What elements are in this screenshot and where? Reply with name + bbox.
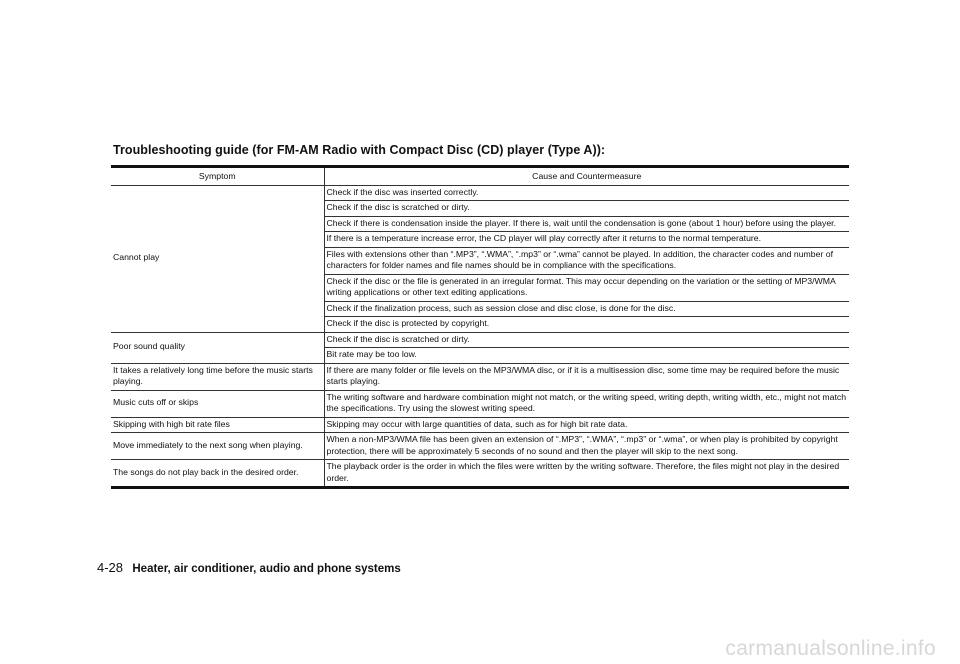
table-row: [111, 390, 849, 417]
symptom-cell: Move immediately to the next song when playing.: [111, 433, 324, 460]
page-footer: [97, 560, 401, 575]
cause-cell: Check if the disc is protected by copyright.: [324, 317, 849, 333]
table-row: [111, 185, 849, 201]
symptom-cell: Cannot play: [111, 185, 324, 332]
symptom-cell: The songs do not play back in the desired order.: [111, 460, 324, 487]
page-number: 4-28: [97, 560, 124, 575]
cause-cell: When a non-MP3/WMA file has been given an extension of “.MP3”, “.WMA”, “.mp3” or “.wma”, or when play is prohibited by copyright protection, there will be approximately 5 seconds of no sound and then the player will skip to the next song.: [324, 433, 849, 460]
cause-cell: Files with extensions other than “.MP3”, “.WMA”, “.mp3” or “.wma” cannot be played. In addition, the character codes and number of characters for folder names and file names should be in compliance with the specifications.: [324, 247, 849, 274]
cause-cell: Check if the disc is scratched or dirty.: [324, 201, 849, 217]
cause-cell: Check if the disc or the file is generated in an irregular format. This may occur depending on the variation or the setting of MP3/WMA writing applications or other text editing applications.: [324, 274, 849, 301]
cause-cell: The writing software and hardware combination might not match, or the writing speed, writing depth, writing width, etc., might not match the specifications. Try using the slowest writing speed.: [324, 390, 849, 417]
table-row: [111, 460, 849, 487]
symptom-cell: It takes a relatively long time before the music starts playing.: [111, 363, 324, 390]
cause-cell: The playback order is the order in which the files were written by the writing software. Therefore, the files might not play in the desired order.: [326, 461, 840, 483]
section-title: Heater, air conditioner, audio and phone systems: [132, 563, 401, 575]
cause-cell: Skipping may occur with large quantities of data, such as for high bit rate data.: [324, 417, 849, 433]
cause-cell: Check if the disc is scratched or dirty.: [324, 332, 849, 348]
header-cause: Cause and Countermeasure: [324, 168, 849, 185]
cause-cell: Bit rate may be too low.: [324, 348, 849, 364]
symptom-cell: Music cuts off or skips: [111, 390, 324, 417]
table-row: [111, 332, 849, 348]
table-row: [111, 417, 849, 433]
table-header-row: [111, 168, 849, 185]
header-symptom: Symptom: [111, 168, 324, 185]
cause-cell: Check if there is condensation inside the player. If there is, wait until the condensation is gone (about 1 hour) before using the player.: [324, 216, 849, 232]
symptom-cell: Skipping with high bit rate files: [111, 417, 324, 433]
page-title: Troubleshooting guide (for FM-AM Radio with Compact Disc (CD) player (Type A)):: [113, 143, 606, 157]
cause-cell: If there is a temperature increase error, the CD player will play correctly after it returns to the normal temperature.: [324, 232, 849, 248]
watermark: carmanualsonline.info: [725, 637, 936, 660]
cause-cell: Check if the finalization process, such as session close and disc close, is done for the disc.: [324, 301, 849, 317]
cause-cell: If there are many folder or file levels on the MP3/WMA disc, or if it is a multisession disc, some time may be required before the music starts playing.: [324, 363, 849, 390]
table-row: [111, 363, 849, 390]
table-row: [111, 433, 849, 460]
cause-cell: Check if the disc was inserted correctly.: [324, 185, 849, 201]
symptom-cell: Poor sound quality: [111, 332, 324, 363]
troubleshooting-table: [111, 165, 849, 489]
